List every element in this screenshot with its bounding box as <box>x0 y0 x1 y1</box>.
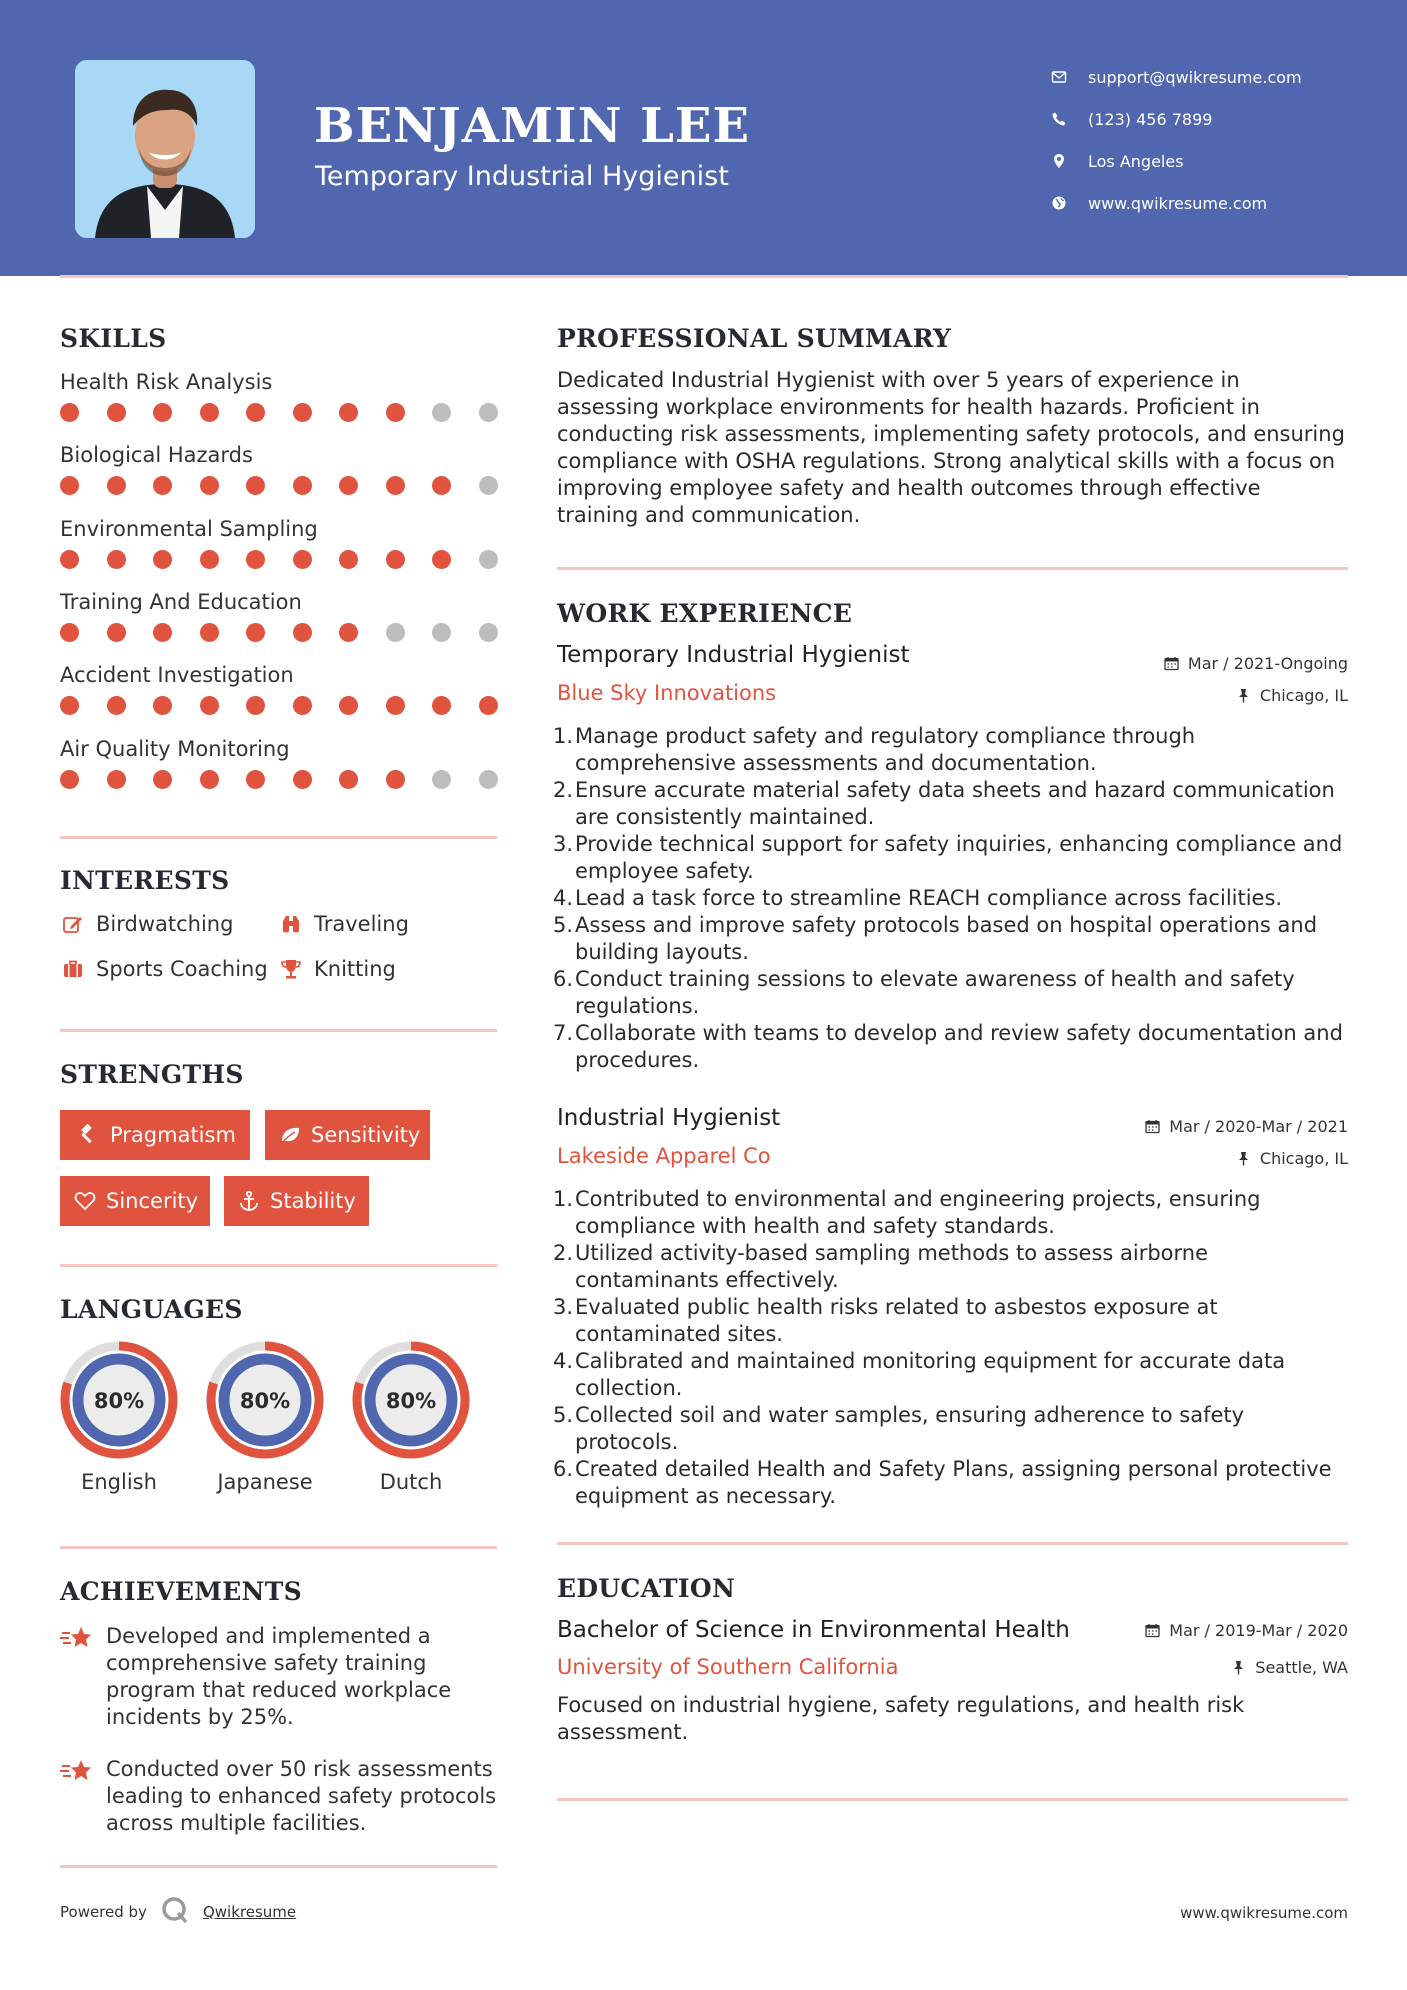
summary-text: Dedicated Industrial Hygienist with over 5 years of experience in assessing workplace environments for health hazards. Proficient in conducting risk assessments, implementing safety protocols, and ensuring compliance with OSHA regulations. Strong analytical skills with a focus on improving employee safety and health outcomes through effective training and communication. <box>557 368 1345 527</box>
rating-dot-empty <box>432 403 451 422</box>
rating-dot-filled <box>60 696 79 715</box>
job-dates <box>1145 1117 1348 1136</box>
job-bullet <box>553 1348 1350 1402</box>
rating-dot-filled <box>200 403 219 422</box>
contact-location-text: Los Angeles <box>1088 151 1184 171</box>
rating-dot-filled <box>246 550 265 569</box>
achievement-text: Conducted over 50 risk assessments leading to enhanced safety protocols across multiple facilities. <box>106 1757 497 1835</box>
rating-dot-empty <box>479 476 498 495</box>
bullet-text: Calibrated and maintained monitoring equipment for accurate data collection. <box>575 1349 1286 1400</box>
rating-dot-empty <box>479 550 498 569</box>
job-bullet <box>553 1020 1350 1074</box>
phone-icon <box>1048 111 1070 127</box>
trophy-icon <box>278 956 304 982</box>
strength-label: Pragmatism <box>110 1123 236 1147</box>
rating-dot-filled <box>107 403 126 422</box>
bullet-text: Provide technical support for safety inquiries, enhancing compliance and employee safety. <box>575 832 1343 883</box>
job-bullet <box>553 1402 1350 1456</box>
language-item <box>203 1338 327 1494</box>
rating-dot-filled <box>246 476 265 495</box>
briefcase-icon <box>60 956 86 982</box>
contact-website[interactable] <box>1048 182 1302 224</box>
job-company: Blue Sky Innovations <box>557 681 777 705</box>
rating-dot-empty <box>479 403 498 422</box>
rating-dot-filled <box>107 770 126 789</box>
skill-rating <box>60 403 525 422</box>
strength-badge-pragmatism <box>60 1110 250 1160</box>
contact-email[interactable] <box>1048 56 1302 98</box>
rating-dot-filled <box>107 696 126 715</box>
skill-name: Air Quality Monitoring <box>60 736 290 761</box>
skills-heading: SKILLS <box>60 324 167 353</box>
job-bullet <box>553 1186 1350 1240</box>
interests-divider <box>60 1029 497 1032</box>
rating-dot-empty <box>479 623 498 642</box>
bullet-text: Manage product safety and regulatory compliance through comprehensive assessments and documentation. <box>575 724 1196 775</box>
language-item <box>349 1338 473 1494</box>
skill-name: Training And Education <box>60 589 302 614</box>
job-location <box>1236 686 1348 705</box>
rating-dot-filled <box>200 623 219 642</box>
rating-dot-filled <box>386 403 405 422</box>
job-title: Industrial Hygienist <box>557 1105 781 1131</box>
interest-label: Knitting <box>314 957 396 981</box>
interest-item-traveling <box>278 911 409 937</box>
rating-dot-filled <box>153 403 172 422</box>
language-percent: 80% <box>385 1389 437 1413</box>
strengths-divider <box>60 1264 497 1267</box>
rating-dot-filled <box>107 476 126 495</box>
rating-dot-filled <box>60 550 79 569</box>
education-dates <box>1145 1621 1348 1640</box>
job-dates-text: Mar / 2021-Ongoing <box>1187 654 1348 673</box>
interest-item-sports-coaching <box>60 956 268 982</box>
qwikresume-logo-icon <box>161 1896 189 1928</box>
job-dates-text: Mar / 2020-Mar / 2021 <box>1169 1117 1348 1136</box>
job-location-text: Chicago, IL <box>1259 1149 1348 1168</box>
bullet-number: 2. <box>553 778 574 802</box>
bullet-number: 4. <box>553 1349 574 1373</box>
bullet-number: 5. <box>553 1403 574 1427</box>
calendar-icon <box>1164 656 1179 671</box>
job-bullet <box>553 1294 1350 1348</box>
education-dates-text: Mar / 2019-Mar / 2020 <box>1169 1621 1348 1640</box>
skill-name: Accident Investigation <box>60 663 294 688</box>
strength-label: Stability <box>270 1189 356 1213</box>
rating-dot-filled <box>200 550 219 569</box>
interest-label: Traveling <box>314 912 409 936</box>
job-bullet <box>553 1456 1350 1510</box>
pushpin-icon <box>1236 1151 1251 1166</box>
rating-dot-filled <box>432 696 451 715</box>
powered-by-label: Powered by <box>60 1903 147 1921</box>
contact-website-text: www.qwikresume.com <box>1088 193 1268 213</box>
interest-item-knitting <box>278 956 396 982</box>
education-divider <box>557 1798 1348 1801</box>
experience-heading: WORK EXPERIENCE <box>557 599 853 628</box>
rating-dot-filled <box>386 476 405 495</box>
rating-dot-filled <box>386 696 405 715</box>
strength-badge-stability <box>224 1176 369 1226</box>
rating-dot-filled <box>293 696 312 715</box>
rating-dot-filled <box>386 550 405 569</box>
job-bullet <box>553 912 1350 966</box>
rating-dot-filled <box>246 696 265 715</box>
person-avatar-icon <box>75 60 255 238</box>
bullet-number: 7. <box>553 1021 574 1045</box>
skill-name: Biological Hazards <box>60 443 253 468</box>
contact-phone[interactable] <box>1048 98 1302 140</box>
map-pin-icon <box>1048 153 1070 169</box>
bullet-text: Created detailed Health and Safety Plans, assigning personal protective equipment as necessary. <box>575 1457 1332 1508</box>
language-name: Japanese <box>217 1470 313 1494</box>
achievement-item <box>60 1756 500 1837</box>
edit-icon <box>60 911 86 937</box>
education-school: University of Southern California <box>557 1655 899 1679</box>
rating-dot-empty <box>432 770 451 789</box>
rating-dot-filled <box>107 550 126 569</box>
footer-website[interactable]: www.qwikresume.com <box>1180 1904 1348 1922</box>
bullet-number: 3. <box>553 832 574 856</box>
rating-dot-filled <box>246 403 265 422</box>
languages-divider <box>60 1546 497 1549</box>
skill-rating <box>60 770 525 789</box>
education-degree: Bachelor of Science in Environmental Health <box>557 1617 1070 1643</box>
bullet-number: 6. <box>553 967 574 991</box>
strength-badge-sincerity <box>60 1176 210 1226</box>
job-bullet <box>553 966 1350 1020</box>
skill-name: Health Risk Analysis <box>60 370 273 394</box>
summary-heading: PROFESSIONAL SUMMARY <box>557 324 952 353</box>
rating-dot-filled <box>153 623 172 642</box>
envelope-icon <box>1048 69 1070 85</box>
binoculars-icon <box>278 911 304 937</box>
rating-dot-filled <box>153 696 172 715</box>
skill-rating <box>60 696 525 715</box>
skill-name: Environmental Sampling <box>60 516 318 541</box>
experience-divider <box>557 1542 1348 1545</box>
rating-dot-filled <box>339 550 358 569</box>
job-bullets <box>553 1186 1350 1510</box>
language-name: English <box>81 1470 157 1494</box>
job-bullets <box>553 723 1350 1074</box>
rating-dot-filled <box>432 476 451 495</box>
bullet-text: Lead a task force to streamline REACH compliance across facilities. <box>575 886 1283 910</box>
language-percent: 80% <box>93 1389 145 1413</box>
summary-divider <box>557 567 1348 570</box>
rating-dot-filled <box>60 770 79 789</box>
interests-heading: INTERESTS <box>60 866 230 895</box>
rating-dot-empty <box>432 623 451 642</box>
skill-rating <box>60 550 525 569</box>
profile-photo <box>75 60 255 238</box>
gavel-icon <box>74 1122 100 1148</box>
language-name: Dutch <box>379 1470 443 1494</box>
education-location-text: Seattle, WA <box>1255 1658 1348 1677</box>
job-bullet <box>553 1240 1350 1294</box>
language-percent: 80% <box>239 1389 291 1413</box>
rating-dot-empty <box>386 623 405 642</box>
contact-location <box>1048 140 1302 182</box>
bullet-number: 2. <box>553 1241 574 1265</box>
bullet-text: Ensure accurate material safety data sheets and hazard communication are consistently maintained. <box>575 778 1335 829</box>
pushpin-icon <box>1231 1660 1246 1675</box>
education-description: Focused on industrial hygiene, safety regulations, and health risk assessment. <box>557 1693 1245 1744</box>
job-bullet <box>553 831 1350 885</box>
shooting-star-icon <box>60 1625 96 1731</box>
rating-dot-filled <box>60 476 79 495</box>
rating-dot-filled <box>153 476 172 495</box>
job-location-text: Chicago, IL <box>1259 686 1348 705</box>
rating-dot-filled <box>479 696 498 715</box>
calendar-icon <box>1145 1119 1160 1134</box>
languages-heading: LANGUAGES <box>60 1295 243 1324</box>
interest-label: Sports Coaching <box>96 957 268 981</box>
job-title: Temporary Industrial Hygienist <box>557 642 910 668</box>
job-company: Lakeside Apparel Co <box>557 1144 771 1168</box>
job-bullet <box>553 885 1350 912</box>
bullet-text: Collaborate with teams to develop and review safety documentation and procedures. <box>575 1021 1343 1072</box>
skill-rating <box>60 476 525 495</box>
contact-list <box>1048 56 1302 224</box>
education-location <box>1231 1658 1348 1677</box>
rating-dot-filled <box>339 623 358 642</box>
bullet-text: Evaluated public health risks related to asbestos exposure at contaminated sites. <box>575 1295 1218 1346</box>
bullet-number: 5. <box>553 913 574 937</box>
rating-dot-filled <box>339 476 358 495</box>
globe-icon <box>1048 195 1070 211</box>
strengths-heading: STRENGTHS <box>60 1060 244 1089</box>
rating-dot-filled <box>339 403 358 422</box>
rating-dot-filled <box>293 550 312 569</box>
achievements-divider <box>60 1865 497 1868</box>
language-progress-ring <box>57 1338 181 1462</box>
language-progress-ring <box>203 1338 327 1462</box>
candidate-name: BENJAMIN LEE <box>314 98 751 154</box>
rating-dot-filled <box>246 770 265 789</box>
rating-dot-filled <box>293 403 312 422</box>
bullet-text: Assess and improve safety protocols based on hospital operations and building layouts. <box>575 913 1318 964</box>
rating-dot-filled <box>200 696 219 715</box>
strength-badge-sensitivity <box>265 1110 430 1160</box>
skills-divider <box>60 836 497 839</box>
rating-dot-filled <box>153 550 172 569</box>
pushpin-icon <box>1236 688 1251 703</box>
rating-dot-filled <box>339 770 358 789</box>
resume-header <box>0 0 1407 276</box>
bullet-text: Contributed to environmental and engineering projects, ensuring compliance with health and safety standards. <box>575 1187 1261 1238</box>
bullet-text: Conduct training sessions to elevate awareness of health and safety regulations. <box>575 967 1295 1018</box>
achievement-text: Developed and implemented a comprehensive safety training program that reduced workplace incidents by 25%. <box>106 1624 452 1729</box>
job-location <box>1236 1149 1348 1168</box>
rating-dot-filled <box>60 623 79 642</box>
rating-dot-filled <box>293 770 312 789</box>
rating-dot-filled <box>200 476 219 495</box>
rating-dot-filled <box>107 623 126 642</box>
rating-dot-filled <box>60 403 79 422</box>
bullet-number: 6. <box>553 1457 574 1481</box>
rating-dot-filled <box>153 770 172 789</box>
education-heading: EDUCATION <box>557 1574 736 1603</box>
shooting-star-icon <box>60 1758 96 1837</box>
language-progress-ring <box>349 1338 473 1462</box>
skill-rating <box>60 623 525 642</box>
contact-phone-text: (123) 456 7899 <box>1088 109 1213 129</box>
qwikresume-link[interactable]: Qwikresume <box>202 1903 297 1921</box>
rating-dot-filled <box>246 623 265 642</box>
bullet-number: 3. <box>553 1295 574 1319</box>
bullet-number: 1. <box>553 724 574 748</box>
rating-dot-filled <box>339 696 358 715</box>
rating-dot-filled <box>200 770 219 789</box>
rating-dot-filled <box>432 550 451 569</box>
rating-dot-filled <box>293 623 312 642</box>
contact-email-text: support@qwikresume.com <box>1088 67 1302 87</box>
rating-dot-filled <box>293 476 312 495</box>
interest-label: Birdwatching <box>96 912 234 936</box>
job-bullet <box>553 777 1350 831</box>
bullet-text: Utilized activity-based sampling methods to assess airborne contaminants effectively. <box>575 1241 1209 1292</box>
language-item <box>57 1338 181 1494</box>
strength-label: Sincerity <box>106 1189 199 1213</box>
rating-dot-filled <box>386 770 405 789</box>
interest-item-birdwatching <box>60 911 233 937</box>
bullet-number: 4. <box>553 886 574 910</box>
rating-dot-empty <box>479 770 498 789</box>
header-divider <box>60 275 1348 278</box>
strength-label: Sensitivity <box>311 1123 421 1147</box>
achievements-heading: ACHIEVEMENTS <box>60 1577 302 1606</box>
job-dates <box>1164 654 1348 673</box>
bullet-text: Collected soil and water samples, ensuring adherence to safety protocols. <box>575 1403 1245 1454</box>
calendar-icon <box>1145 1623 1160 1638</box>
candidate-title: Temporary Industrial Hygienist <box>315 161 729 192</box>
bullet-number: 1. <box>553 1187 574 1211</box>
anchor-icon <box>238 1188 260 1214</box>
heart-icon <box>74 1188 96 1214</box>
leaf-icon <box>279 1122 301 1148</box>
footer-powered-by <box>60 1896 296 1928</box>
job-bullet <box>553 723 1350 777</box>
achievement-item <box>60 1623 500 1731</box>
